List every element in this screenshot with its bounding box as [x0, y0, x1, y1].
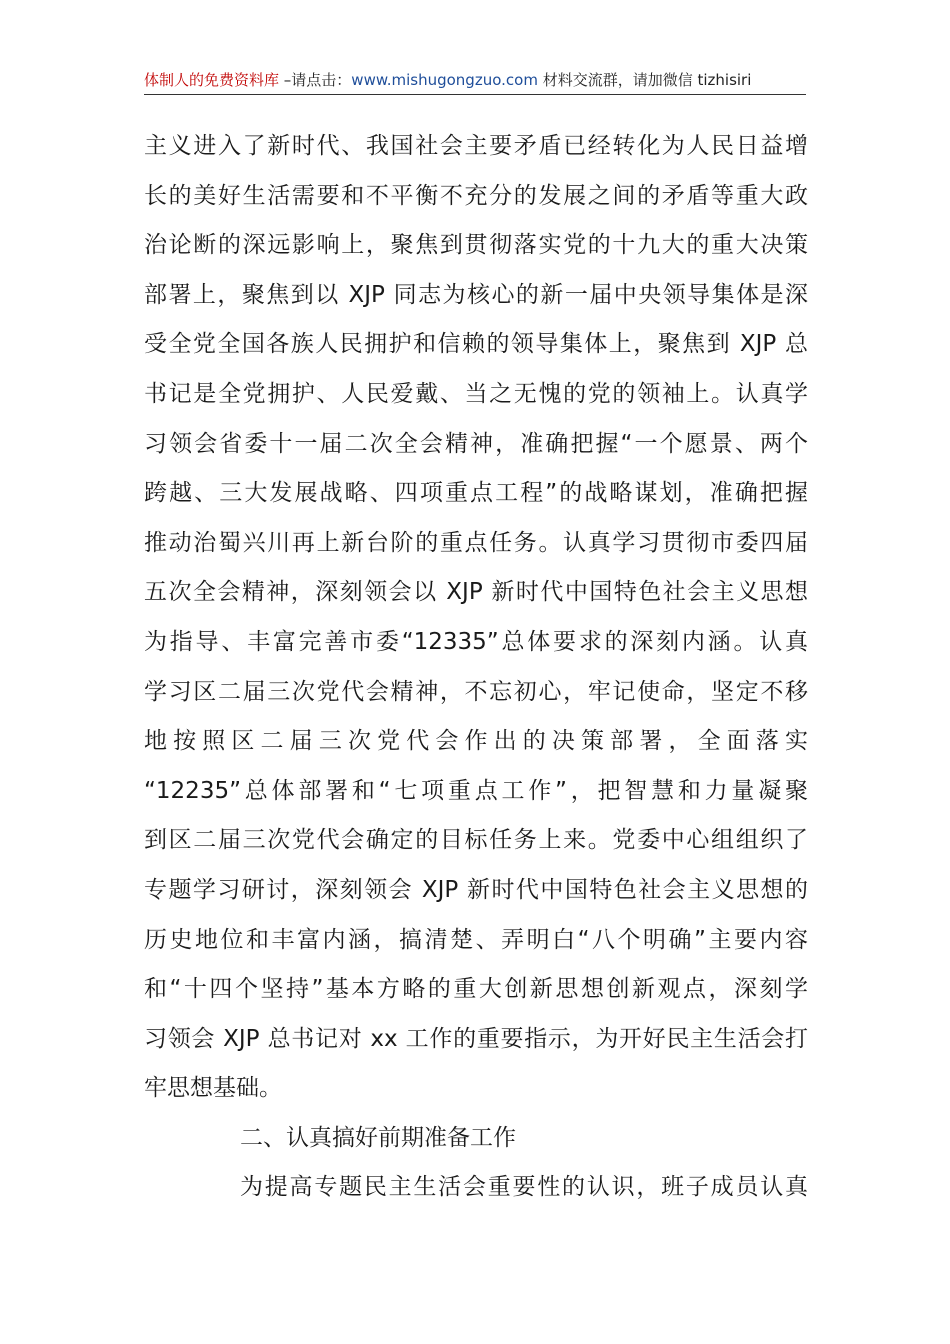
body-line: 为指导、丰富完善市委“12335”总体要求的深刻内涵。认真 [144, 628, 808, 655]
body-line: 受全党全国各族人民拥护和信赖的领导集体上，聚焦到 XJP 总 [144, 331, 808, 358]
body-line: 推动治蜀兴川再上新台阶的重点任务。认真学习贯彻市委四届 [144, 529, 808, 556]
body-line: 五次全会精神，深刻领会以 XJP 新时代中国特色社会主义思想 [144, 579, 808, 606]
body-line: “12235”总体部署和“七项重点工作”，把智慧和力量凝聚 [144, 777, 808, 804]
page-header [144, 68, 806, 95]
body-line: 治论断的深远影响上，聚焦到贯彻落实党的十九大的重大决策 [144, 232, 808, 259]
header-url-link[interactable]: www.mishugongzuo.com [351, 71, 538, 89]
body-line: 和“十四个坚持”基本方略的重大创新思想创新观点，深刻学 [144, 976, 808, 1003]
body-line: 书记是全党拥护、人民爱戴、当之无愧的党的领袖上。认真学 [144, 380, 808, 407]
body-line: 历史地位和丰富内涵，搞清楚、弄明白“八个明确”主要内容 [144, 926, 808, 953]
body-line: 学习区二届三次党代会精神，不忘初心，牢记使命，坚定不移 [144, 678, 808, 705]
header-separator: –请点击： [279, 71, 352, 89]
body-line: 地按照区二届三次党代会作出的决策部署，全面落实 [144, 728, 808, 755]
section-heading: 二、认真搞好前期准备工作 [240, 1124, 516, 1151]
document-body [144, 122, 808, 1213]
body-line: 为提高专题民主生活会重要性的认识，班子成员认真 [240, 1174, 808, 1201]
body-line: 长的美好生活需要和不平衡不充分的发展之间的矛盾等重大政 [144, 182, 808, 209]
body-line: 习领会省委十一届二次全会精神，准确把握“一个愿景、两个 [144, 430, 808, 457]
body-line: 专题学习研讨，深刻领会 XJP 新时代中国特色社会主义思想的 [144, 876, 808, 903]
header-contact: 材料交流群，请加微信 tizhisiri [537, 71, 752, 89]
body-line: 到区二届三次党代会确定的目标任务上来。党委中心组组织了 [144, 827, 808, 854]
body-line: 部署上，聚焦到以 XJP 同志为核心的新一届中央领导集体是深 [144, 281, 808, 308]
body-line: 主义进入了新时代、我国社会主要矛盾已经转化为人民日益增 [144, 133, 808, 159]
header-brand: 体制人的免费资料库 [144, 71, 280, 89]
body-line: 牢思想基础。 [144, 1075, 282, 1102]
body-line: 习领会 XJP 总书记对 xx 工作的重要指示，为开好民主生活会打 [144, 1025, 808, 1052]
body-line: 跨越、三大发展战略、四项重点工程”的战略谋划，准确把握 [144, 480, 808, 507]
